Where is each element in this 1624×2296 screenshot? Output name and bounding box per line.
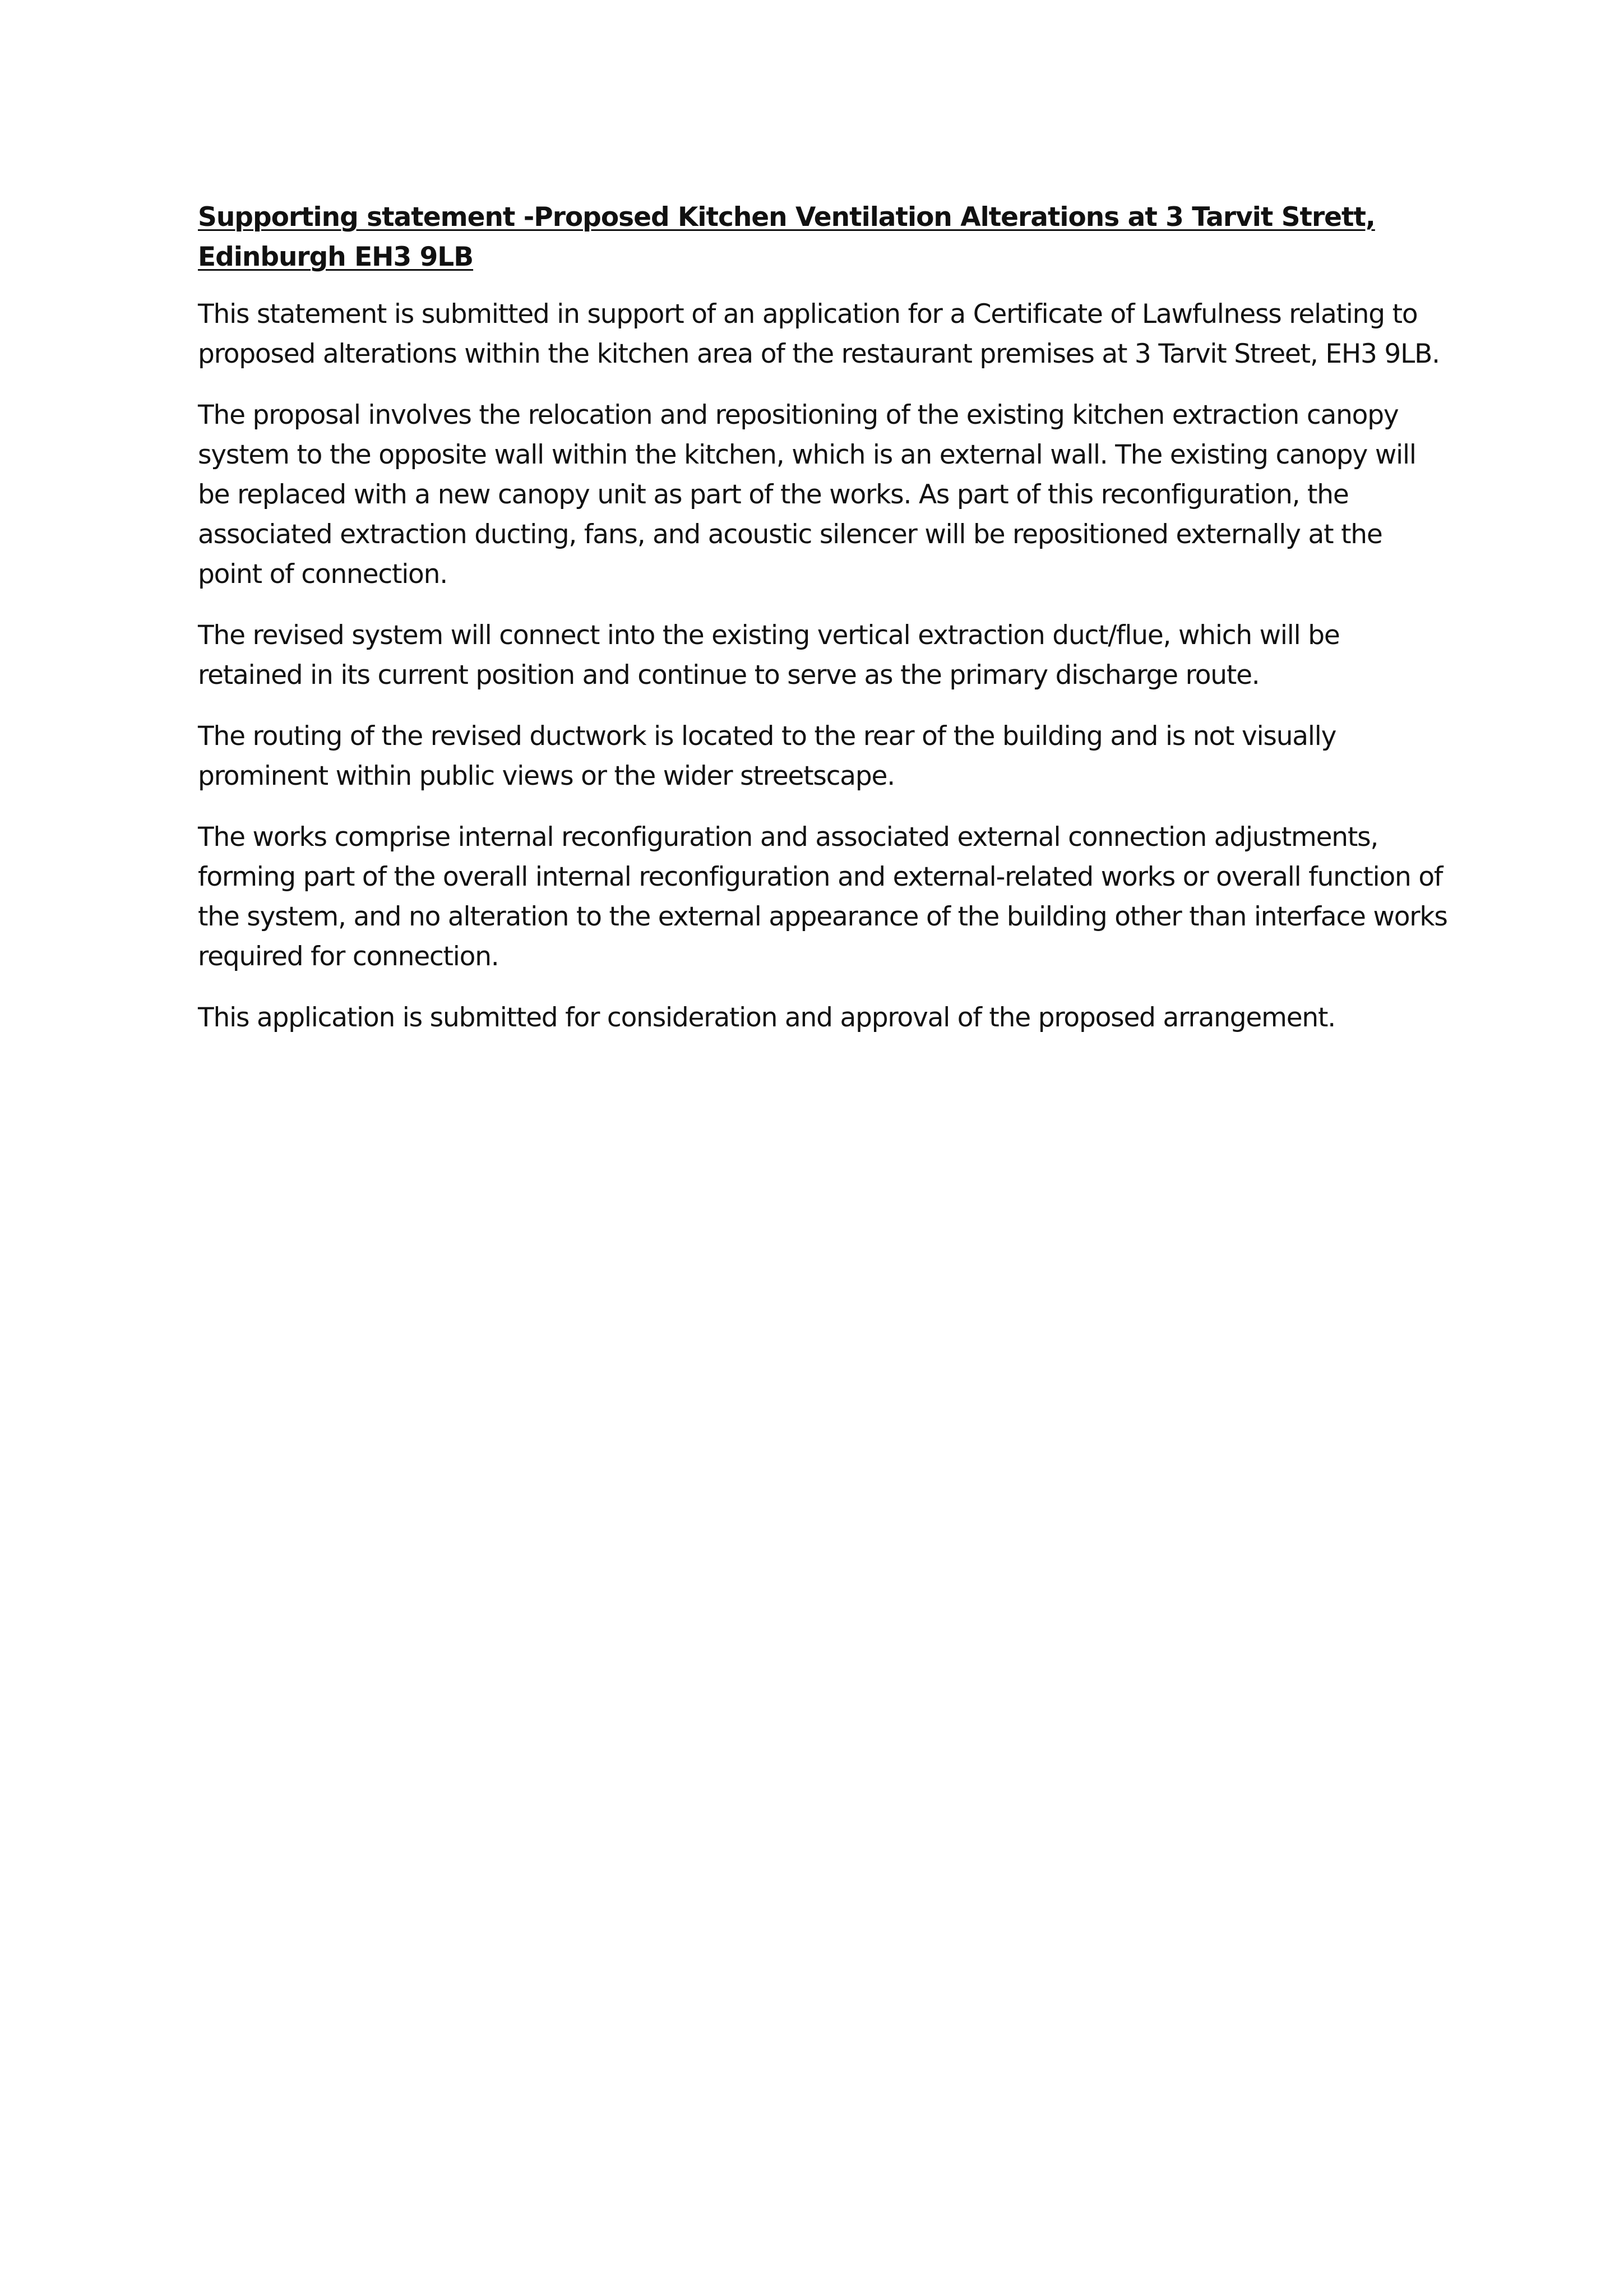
paragraph-intro: This statement is submitted in support of an application for a Certificate of Lawfulness relating to proposed alterations within the kitchen area of the restaurant premises at 3 Tarvit Street, EH3 9LB. [198, 299, 1440, 369]
paragraph-proposal: The proposal involves the relocation and repositioning of the existing kitchen extraction canopy system to the opposite wall within the kitchen, which is an external wall. The existing canopy will be replaced with a new canopy unit as part of the works. As part of this reconfiguration, the associated extraction ducting, fans, and acoustic silencer will be repositioned externally at the point of connection. [198, 400, 1416, 590]
document-body [198, 197, 1448, 1059]
paragraph-works: The works comprise internal reconfiguration and associated external connection adjustments, forming part of the overall internal reconfiguration and external-related works or overall function of the system, and no alteration to the external appearance of the building other than interface works required for connection. [198, 822, 1447, 972]
paragraph-revised-system: The revised system will connect into the existing vertical extraction duct/flue, which will be retained in its current position and continue to serve as the primary discharge route. [198, 620, 1340, 691]
paragraph-routing: The routing of the revised ductwork is located to the rear of the building and is not visually prominent within public views or the wider streetscape. [198, 721, 1336, 791]
paragraph-conclusion: This application is submitted for consideration and approval of the proposed arrangement. [198, 1002, 1335, 1033]
title-line-1: Supporting statement -Proposed Kitchen Ventilation Alterations at 3 Tarvit Strett, [198, 202, 1375, 233]
title-line-2: Edinburgh EH3 9LB [198, 242, 474, 272]
document-title [198, 197, 1448, 277]
